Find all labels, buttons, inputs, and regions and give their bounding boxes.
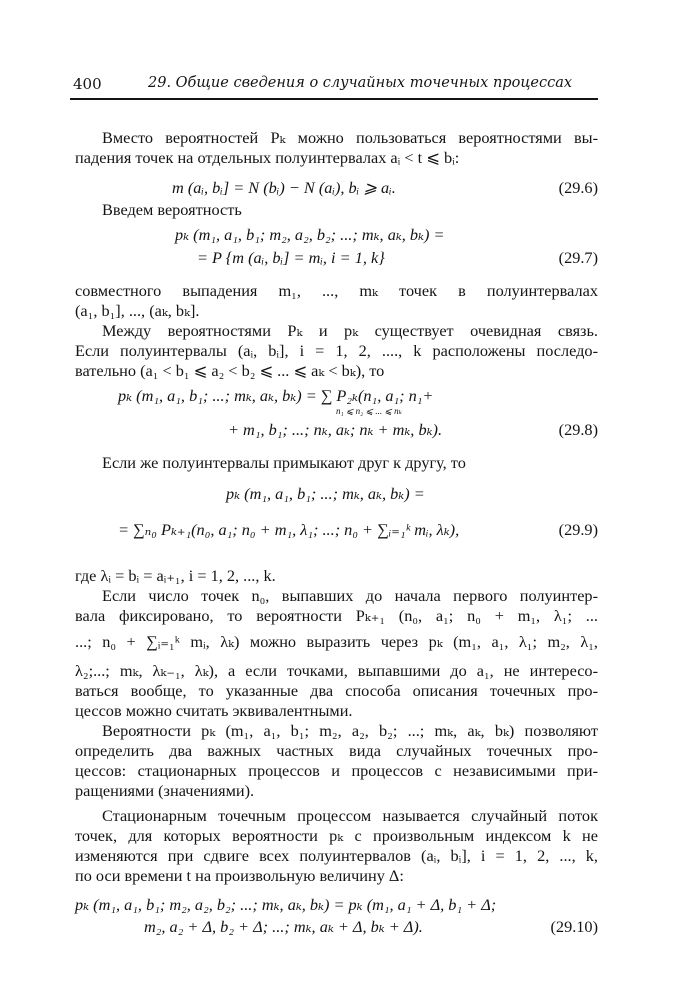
equation-number: (29.10) [550, 917, 598, 936]
text-line: Введем вероятность [102, 200, 242, 219]
text-line: цессов: стационарных процессов и процессов с независимыми при- [75, 761, 598, 780]
text-line: Если число точек n₀, выпавших до начала первого полуинтер- [102, 586, 598, 605]
equation: + m₁, b₁; ...; nₖ, aₖ; nₖ + mₖ, bₖ). [228, 420, 443, 439]
header-rule [70, 98, 598, 100]
text-line: цессов можно считать эквивалентными. [75, 701, 353, 720]
text-line: по оси времени t на произвольную величину Δ: [75, 866, 404, 885]
text-line: Между вероятностями Pₖ и pₖ существует очевидная связь. [102, 321, 598, 340]
text-line: вала фиксировано, то вероятности Pₖ₊₁ (n₀, a₁; n₀ + m₁, λ₁; ... [75, 606, 598, 625]
text-line: Стационарным точечным процессом называется случайный поток [102, 806, 598, 825]
equation: = P {m (aᵢ, bᵢ] = mᵢ, i = 1, k} [197, 248, 385, 267]
text-line: вательно (a₁ < b₁ ⩽ a₂ < b₂ ⩽ ... ⩽ aₖ < bₖ), то [75, 361, 385, 380]
text-line: Если полуинтервалы (aᵢ, bᵢ], i = 1, 2, ...., k расположены последо- [75, 341, 598, 360]
running-header: 29. Общие сведения о случайных точечных процессах [148, 75, 573, 91]
equation-number: (29.9) [558, 520, 598, 539]
text-line: точек, для которых вероятности pₖ с произвольным индексом k не [75, 826, 598, 845]
equation-subscript: n₁ ⩽ n₂ ⩽ ... ⩽ nₖ [336, 406, 402, 416]
page-number: 400 [73, 75, 102, 93]
text-line: Если же полуинтервалы примыкают друг к другу, то [102, 453, 466, 472]
equation-number: (29.8) [558, 420, 598, 439]
text-line: определить два важных частных вида случайных точечных про- [75, 741, 598, 760]
text-line: падения точек на отдельных полуинтервалах aᵢ < t ⩽ bᵢ: [75, 148, 460, 167]
equation: m (aᵢ, bᵢ] = N (bᵢ) − N (aᵢ), bᵢ ⩾ aᵢ. [172, 178, 396, 197]
text-line: совместного выпадения m₁, ..., mₖ точек в полуинтервалах [75, 281, 598, 300]
text-line: ...; n₀ + ∑ᵢ₌₁ᵏ mᵢ, λₖ) можно выразить через pₖ (m₁, a₁, λ₁; m₂, λ₁, [75, 632, 598, 651]
equation: pₖ (m₁, a₁, b₁; m₂, a₂, b₂; ...; mₖ, aₖ, bₖ) = pₖ (m₁, a₁ + Δ, b₁ + Δ; [75, 895, 497, 914]
text-line: ращениями (значениями). [75, 781, 255, 800]
equation: pₖ (m₁, a₁, b₁; m₂, a₂, b₂; ...; mₖ, aₖ, bₖ) = [175, 225, 445, 244]
text-line: изменяются при сдвиге всех полуинтервалов (aᵢ, bᵢ], i = 1, 2, ..., k, [75, 846, 598, 865]
equation: pₖ (m₁, a₁, b₁; ...; mₖ, aₖ, bₖ) = [226, 484, 425, 503]
equation: pₖ (m₁, a₁, b₁; ...; mₖ, aₖ, bₖ) = ∑ P₂ₖ(n₁, a₁; n₁+ [118, 386, 434, 405]
text-line: Вероятности pₖ (m₁, a₁, b₁; m₂, a₂, b₂; ...; mₖ, aₖ, bₖ) позволяют [102, 721, 598, 740]
equation-number: (29.6) [558, 178, 598, 197]
text-line: где λᵢ = bᵢ = aᵢ₊₁, i = 1, 2, ..., k. [75, 566, 276, 585]
text-line: λ₂;...; mₖ, λₖ₋₁, λₖ), а если точками, выпавшими до a₁, не интересо- [75, 661, 598, 680]
text-line: ваться вообще, то указанные два способа описания точечных про- [75, 681, 598, 700]
text-line: Вместо вероятностей Pₖ можно пользоваться вероятностями вы- [102, 128, 598, 147]
equation: m₂, a₂ + Δ, b₂ + Δ; ...; mₖ, aₖ + Δ, bₖ + Δ). [144, 917, 423, 936]
equation: = ∑ₙ₀ Pₖ₊₁(n₀, a₁; n₀ + m₁, λ₁; ...; n₀ + ∑ᵢ₌₁ᵏ mᵢ, λₖ), [118, 520, 460, 539]
text-line: (a₁, b₁], ..., (aₖ, bₖ]. [75, 301, 200, 320]
equation-number: (29.7) [558, 248, 598, 267]
